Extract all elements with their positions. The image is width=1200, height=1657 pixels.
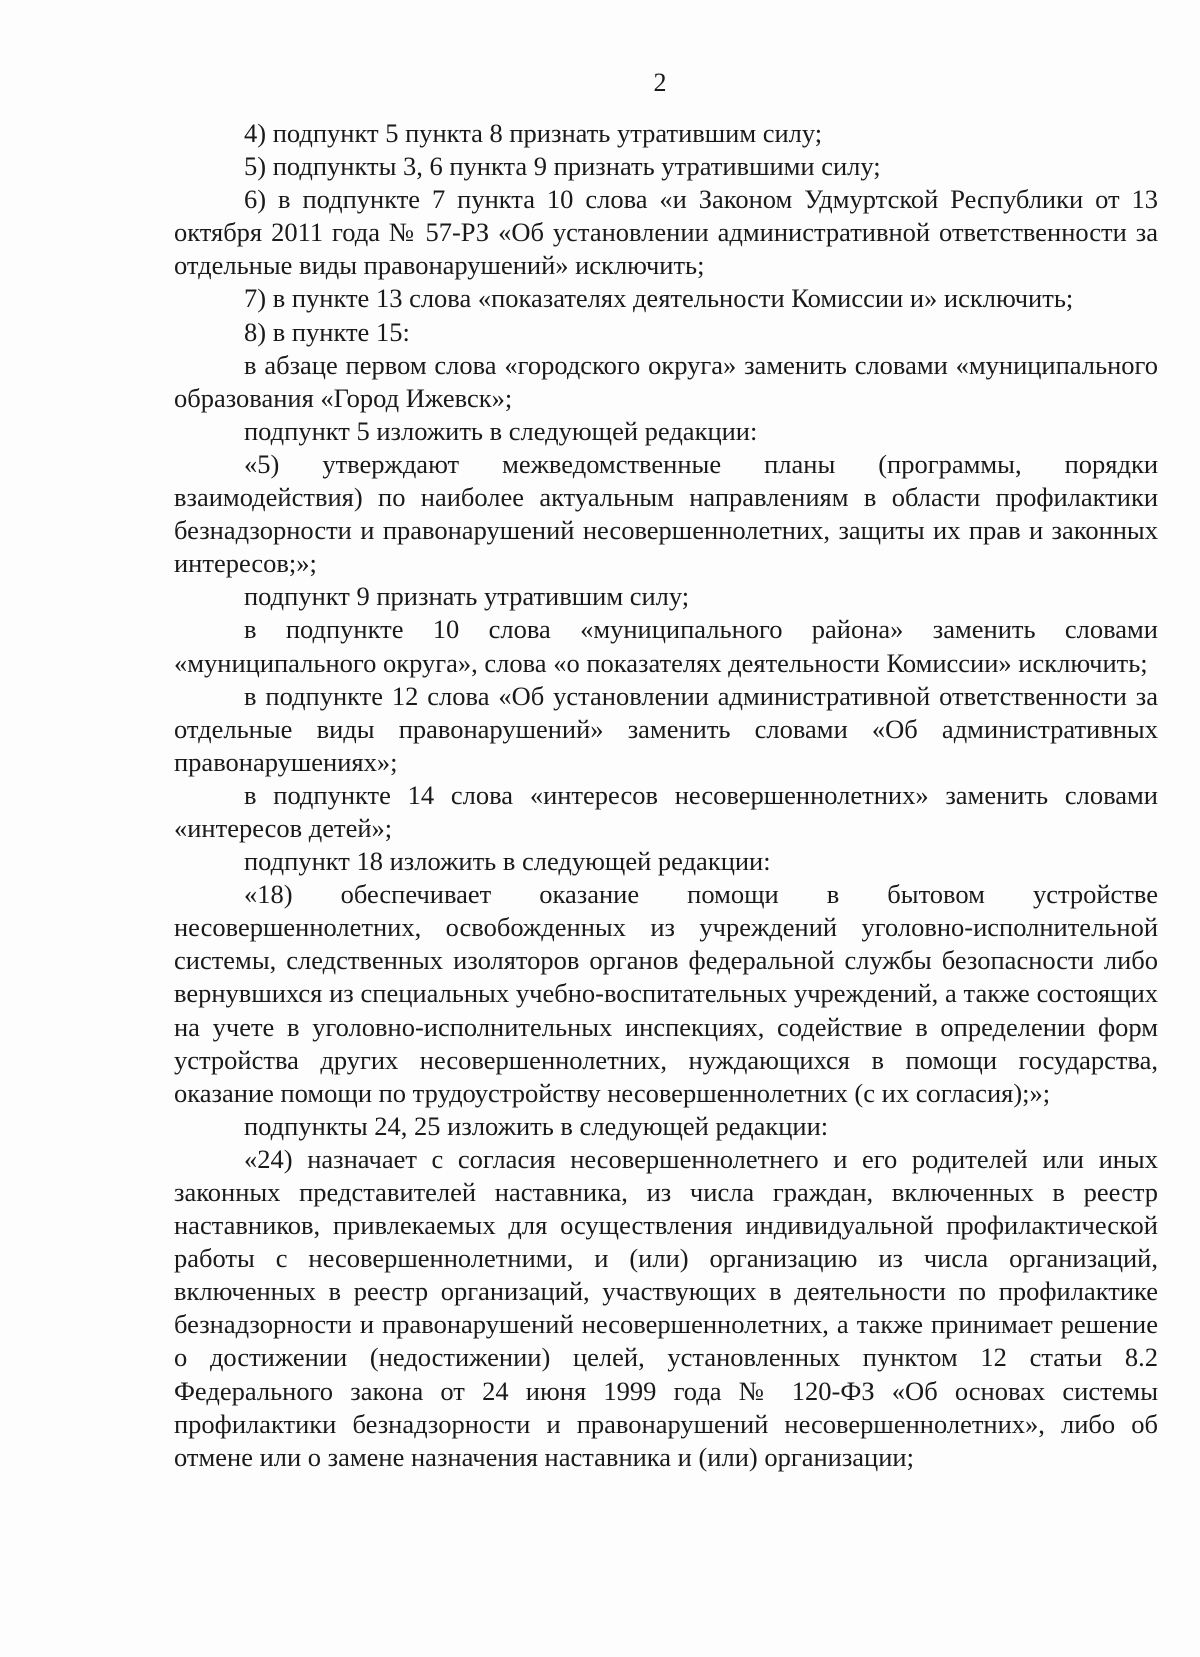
paragraph-podpunkt-14: в подпункте 14 слова «интересов несовершеннолетних» заменить словами «интересов детей»; xyxy=(174,779,1158,843)
paragraph-item-8: 8) в пункте 15: xyxy=(244,316,410,347)
paragraph-item-6: 6) в подпункте 7 пункта 10 слова «и Законом Удмуртской Республики от 13 октября 2011 года № 57-РЗ «Об установлении административной ответственности за отдельные виды правонарушений» исключить; xyxy=(174,184,1158,281)
paragraph-podpunkt-9: подпункт 9 признать утратившим силу; xyxy=(244,581,690,612)
document-body xyxy=(174,117,1158,1474)
paragraph-podpunkty-24-25-intro: подпункты 24, 25 изложить в следующей редакции: xyxy=(244,1110,829,1141)
paragraph-item-4: 4) подпункт 5 пункта 8 признать утратившим силу; xyxy=(244,118,823,148)
paragraph-item-7: 7) в пункте 13 слова «показателях деятельности Комиссии и» исключить; xyxy=(244,283,1074,314)
page-number: 2 xyxy=(653,68,667,97)
paragraph-podpunkt-18-intro: подпункт 18 изложить в следующей редакции: xyxy=(244,846,771,877)
paragraph-podpunkt-5-intro: подпункт 5 изложить в следующей редакции: xyxy=(244,415,758,446)
paragraph-podpunkt-12: в подпункте 12 слова «Об установлении административной ответственности за отдельные виды правонарушений» заменить словами «Об административных правонарушениях»; xyxy=(174,680,1158,777)
paragraph-podpunkt-5-text: «5) утверждают межведомственные планы (программы, порядки взаимодействия) по наиболее актуальным направлениям в области профилактики безнадзорности и правонарушений несовершеннолетних, защиты их прав и законных интересов;»; xyxy=(174,448,1158,579)
paragraph-item-5: 5) подпункты 3, 6 пункта 9 признать утратившими силу; xyxy=(244,151,881,182)
paragraph-podpunkt-18-text: «18) обеспечивает оказание помощи в бытовом устройстве несовершеннолетних, освобожденных из учреждений уголовно-исполнительной системы, следственных изоляторов органов федеральной службы безопасности либо вернувшихся из специальных учебно-воспитательных учреждений, а также состоящих на учете в уголовно-исполнительных инспекциях, содействие в определении форм устройства других несовершеннолетних, нуждающихся в помощи государства, оказание помощи по трудоустройству несовершеннолетних (с их согласия);»; xyxy=(174,879,1158,1108)
paragraph-podpunkt-24-text: «24) назначает с согласия несовершеннолетнего и его родителей или иных законных представителей наставника, из числа граждан, включенных в реестр наставников, привлекаемых для осуществления индивидуальной профилактической работы с несовершеннолетними, и (или) организацию из числа организаций, включенных в реестр организаций, участвующих в деятельности по профилактике безнадзорности и правонарушений несовершеннолетних, а также принимает решение о достижении (недостижении) целей, установленных пунктом 12 статьи 8.2 Федерального закона от 24 июня 1999 года № 120-ФЗ «Об основах системы профилактики безнадзорности и правонарушений несовершеннолетних», либо об отмене или о замене назначения наставника и (или) организации; xyxy=(174,1143,1158,1472)
paragraph-abzac-pervyi: в абзаце первом слова «городского округа» заменить словами «муниципального образования «Город Ижевск»; xyxy=(174,349,1158,413)
paragraph-podpunkt-10: в подпункте 10 слова «муниципального района» заменить словами «муниципального округа», слова «о показателях деятельности Комиссии» исключить; xyxy=(174,614,1158,678)
